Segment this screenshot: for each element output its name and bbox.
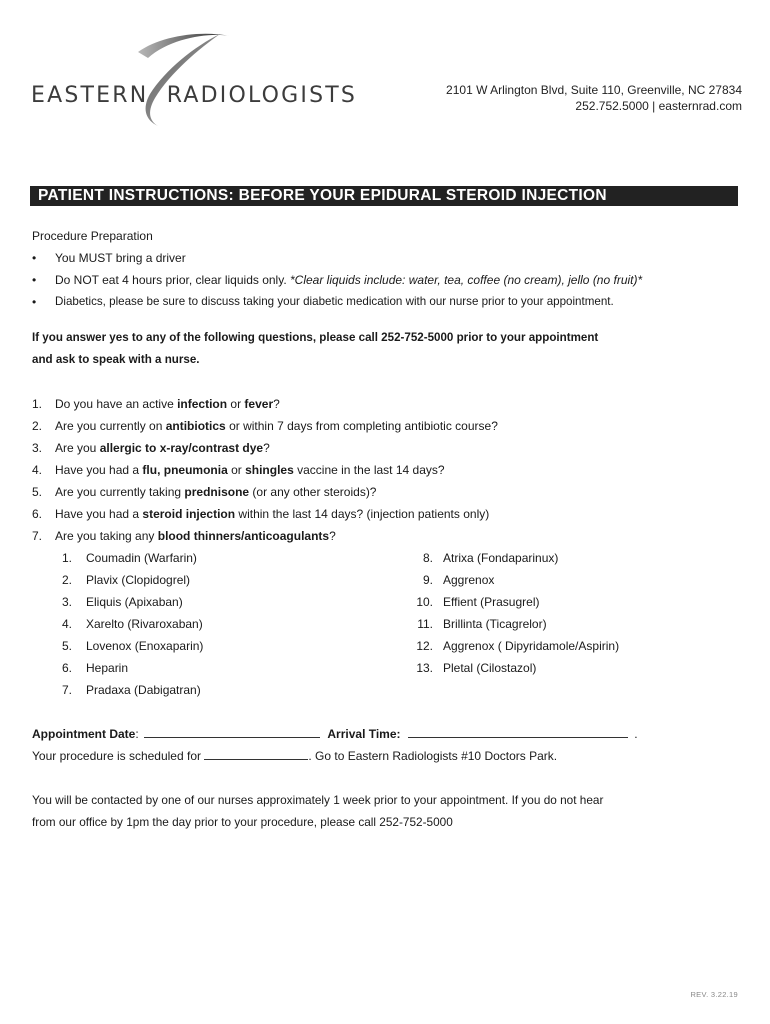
medication-item: Atrixa (Fondaparinux) [443,551,559,565]
practice-address [446,82,742,114]
bullet-icon: • [32,295,37,309]
arrival-time-field[interactable] [408,737,628,738]
medication-number: 11. [417,617,433,631]
medication-number: 1. [61,551,72,565]
document-title-bar [30,186,738,206]
prep-heading: Procedure Preparation [32,229,153,243]
medication-number: 6. [61,661,72,675]
medication-item: Eliquis (Apixaban) [86,595,183,609]
medication-item: Lovenox (Enoxaparin) [86,639,204,653]
question-number: 1. [32,397,43,411]
bullet-icon: • [32,273,37,287]
contact-line: 252.752.5000 | easternrad.com [575,99,742,113]
appointment-date-label: Appointment Date [32,727,136,741]
notice-line-2: and ask to speak with a nurse. [32,353,200,366]
logo-text-radiologists: RADIOLOGISTS [166,83,358,108]
scheduled-field[interactable] [204,759,308,760]
question-7: Are you taking any blood thinners/anticoagulants? [55,529,336,543]
question-2: Are you currently on antibiotics or within 7 days from completing antibiotic course? [55,419,498,433]
arrival-time-label: Arrival Time: [327,727,401,741]
question-4: Have you had a flu, pneumonia or shingles vaccine in the last 14 days? [55,463,445,477]
medication-item: Pradaxa (Dabigatran) [86,683,201,697]
scheduled-prefix: Your procedure is scheduled for [32,749,201,763]
medication-item: Plavix (Clopidogrel) [86,573,191,587]
medication-item: Coumadin (Warfarin) [86,551,197,565]
question-number: 6. [32,507,43,521]
question-3: Are you allergic to x-ray/contrast dye? [55,441,270,455]
medication-item: Pletal (Cilostazol) [443,661,537,675]
prep-bullet-1: You MUST bring a driver [55,251,186,265]
logo-wordmark [31,83,357,108]
clear-liquids-note: *Clear liquids include: water, tea, coffee (no cream), jello (no fruit)* [290,273,643,287]
prep-bullet-2-text: Do NOT eat 4 hours prior, clear liquids only. [55,273,290,287]
medication-number: 13. [416,661,433,675]
question-1: Do you have an active infection or fever? [55,397,280,411]
medication-number: 3. [61,595,72,609]
notice-line-1: If you answer yes to any of the following questions, please call 252-752-5000 prior to your appointment [32,331,599,344]
medication-item: Heparin [86,661,129,675]
medication-number: 5. [61,639,72,653]
medication-number: 9. [422,573,433,587]
medication-number: 2. [61,573,72,587]
question-number: 7. [32,529,43,543]
contact-line-2: from our office by 1pm the day prior to your procedure, please call 252-752-5000 [32,815,453,829]
medication-number: 10. [416,595,433,609]
scheduled-suffix: . Go to Eastern Radiologists #10 Doctors Park. [308,749,558,763]
appointment-date-row: Appointment Date: Arrival Time: . [32,727,638,741]
question-5: Are you currently taking prednisone (or any other steroids)? [55,485,377,499]
logo-text-eastern: EASTERN [31,83,149,108]
medication-number: 12. [416,639,433,653]
medication-item: Effient (Prasugrel) [443,595,540,609]
prep-bullet-2 [55,273,642,287]
medication-item: Aggrenox ( Dipyridamole/Aspirin) [443,639,620,653]
question-number: 3. [32,441,43,455]
medication-item: Xarelto (Rivaroxaban) [86,617,203,631]
medication-item: Aggrenox [443,573,495,587]
prep-bullet-3: Diabetics, please be sure to discuss taking your diabetic medication with our nurse prior to your appointment. [55,295,614,308]
document-title: PATIENT INSTRUCTIONS: BEFORE YOUR EPIDURAL STEROID INJECTION [38,187,607,204]
scheduled-row [32,749,557,763]
question-number: 5. [32,485,43,499]
address-line: 2101 W Arlington Blvd, Suite 110, Greenville, NC 27834 [446,83,742,97]
question-6: Have you had a steroid injection within the last 14 days? (injection patients only) [55,507,490,521]
question-number: 2. [32,419,43,433]
bullet-icon: • [32,251,37,265]
eastern-radiologists-logo [30,28,360,128]
medication-item: Brillinta (Ticagrelor) [443,617,547,631]
revision-code: REV. 3.22.19 [690,990,738,999]
appointment-date-field[interactable] [144,737,320,738]
contact-line-1: You will be contacted by one of our nurses approximately 1 week prior to your appointment. If you do not hear [32,793,604,807]
medication-number: 4. [61,617,72,631]
medication-number: 7. [61,683,72,697]
medication-number: 8. [422,551,433,565]
question-number: 4. [32,463,43,477]
